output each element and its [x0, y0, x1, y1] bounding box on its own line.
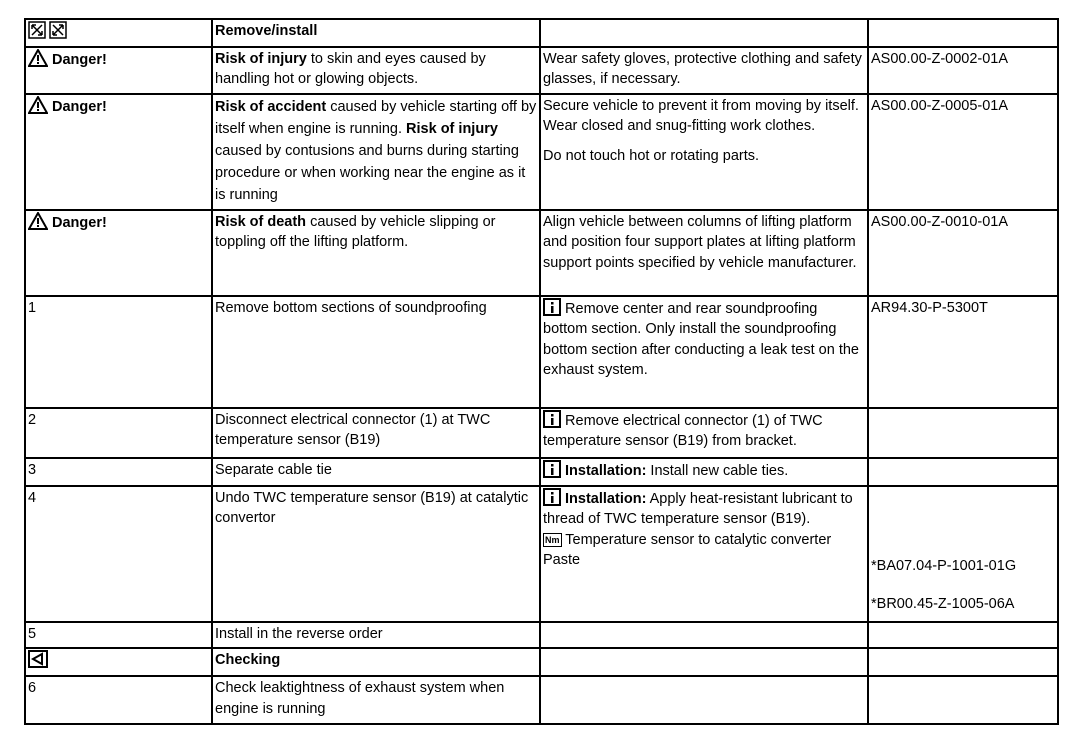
- reference-cell: [868, 486, 1058, 622]
- danger-row: [25, 47, 1058, 94]
- remove-install-icon: [28, 21, 68, 39]
- reference-link[interactable]: AS00.00-Z-0005-01A: [868, 94, 1058, 210]
- danger-label-cell: [25, 210, 212, 296]
- step-note: Installation: Install new cable ties.: [540, 458, 868, 486]
- step-row: [25, 458, 1058, 486]
- reference-link[interactable]: *BR00.45-Z-1005-06A: [871, 596, 1015, 612]
- measure-text: Align vehicle between columns of lifting platform and position four support plates at lifting platform support points specified by vehicle manufacturer.: [540, 210, 868, 296]
- step-action: Disconnect electrical connector (1) at TWC temperature sensor (B19): [212, 408, 540, 458]
- step-row: [25, 296, 1058, 408]
- step-number: 4: [25, 486, 212, 622]
- step-action: Separate cable tie: [212, 458, 540, 486]
- info-icon: [543, 460, 561, 478]
- step-note: Remove center and rear soundproofing bottom section. Only install the soundproofing bottom section after conducting a leak test on the exhaust system.: [540, 296, 868, 408]
- empty-cell: [868, 622, 1058, 649]
- checking-row: [25, 648, 1058, 676]
- empty-cell: [540, 648, 868, 676]
- empty-cell: [868, 458, 1058, 486]
- warning-triangle-icon: [28, 212, 48, 230]
- step-row: [25, 622, 1058, 649]
- step-row: [25, 408, 1058, 458]
- empty-cell: [868, 676, 1058, 724]
- header-row: [25, 19, 1058, 47]
- measure-text: Secure vehicle to prevent it from moving by itself. Wear closed and snug-fitting work clothes. Do not touch hot or rotating parts.: [540, 94, 868, 210]
- step-action: Remove bottom sections of soundproofing: [212, 296, 540, 408]
- risk-text: Risk of injury to skin and eyes caused by handling hot or glowing objects.: [212, 47, 540, 94]
- step-number: 2: [25, 408, 212, 458]
- step-number: 1: [25, 296, 212, 408]
- reference-link[interactable]: AS00.00-Z-0002-01A: [868, 47, 1058, 94]
- step-row: [25, 486, 1058, 622]
- checking-icon: [28, 650, 48, 668]
- step-number: 3: [25, 458, 212, 486]
- danger-label: Danger!: [52, 51, 107, 68]
- warning-triangle-icon: [28, 96, 48, 114]
- empty-cell: [540, 676, 868, 724]
- step-note: Remove electrical connector (1) of TWC temperature sensor (B19) from bracket.: [540, 408, 868, 458]
- info-icon: [543, 298, 561, 316]
- info-icon: [543, 488, 561, 506]
- step-row: [25, 676, 1058, 724]
- torque-icon: Nm: [545, 534, 560, 545]
- step-number: 5: [25, 622, 212, 649]
- danger-label: Danger!: [52, 98, 107, 115]
- procedure-table: [24, 18, 1059, 725]
- reference-link[interactable]: AR94.30-P-5300T: [868, 296, 1058, 408]
- header-title: Remove/install: [212, 19, 540, 47]
- empty-cell: [868, 648, 1058, 676]
- info-icon: [543, 410, 561, 428]
- step-action: Check leaktightness of exhaust system when engine is running: [212, 676, 540, 724]
- danger-label: Danger!: [52, 214, 107, 231]
- checking-icon-cell: [25, 648, 212, 676]
- header-empty: [540, 19, 868, 47]
- danger-label-cell: [25, 94, 212, 210]
- warning-triangle-icon: [28, 49, 48, 67]
- empty-cell: [540, 622, 868, 649]
- danger-row: [25, 94, 1058, 210]
- empty-cell: [868, 408, 1058, 458]
- danger-row: [25, 210, 1058, 296]
- danger-label-cell: [25, 47, 212, 94]
- step-action: Install in the reverse order: [212, 622, 540, 649]
- step-note: Installation: Apply heat-resistant lubricant to thread of TWC temperature sensor (B19). Nm Temperature sensor to catalytic converter Paste: [540, 486, 868, 622]
- remove-install-icons: [25, 19, 212, 47]
- step-action: Undo TWC temperature sensor (B19) at catalytic convertor: [212, 486, 540, 622]
- reference-link[interactable]: AS00.00-Z-0010-01A: [868, 210, 1058, 296]
- checking-title: Checking: [212, 648, 540, 676]
- step-number: 6: [25, 676, 212, 724]
- header-empty: [868, 19, 1058, 47]
- reference-link[interactable]: *BA07.04-P-1001-01G: [871, 557, 1017, 574]
- risk-text: Risk of death caused by vehicle slipping or toppling off the lifting platform.: [212, 210, 540, 296]
- measure-text: Wear safety gloves, protective clothing and safety glasses, if necessary.: [540, 47, 868, 94]
- risk-text: Risk of accident caused by vehicle starting off by itself when engine is running. Risk of injury caused by contusions and burns during starting procedure or when working near the engine as it is running: [212, 94, 540, 210]
